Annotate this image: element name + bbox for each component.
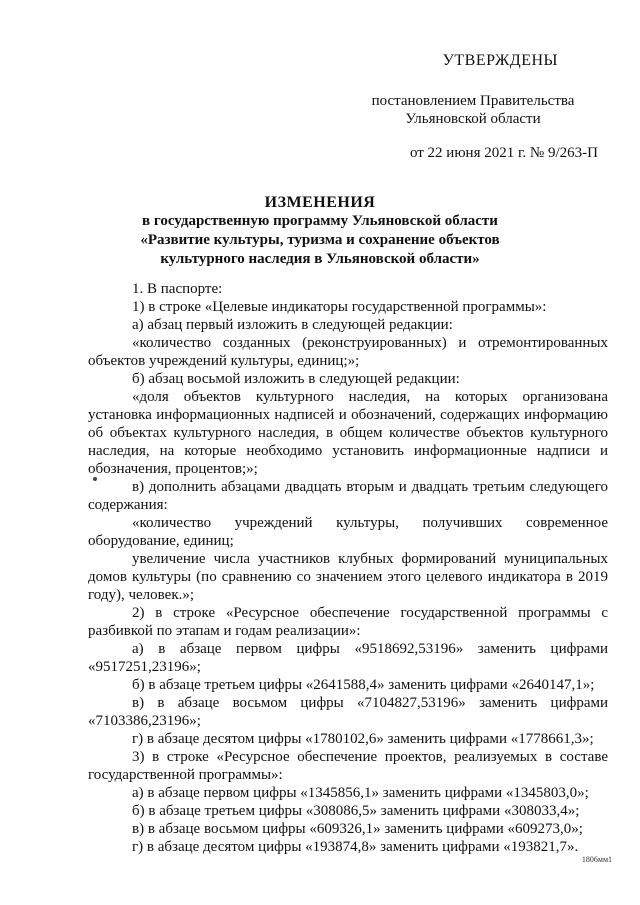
approved-by-line2: Ульяновской области — [405, 111, 541, 127]
document-body — [88, 280, 608, 856]
paragraph-item-2: 2) в строке «Ресурсное обеспечение государственной программы с разбивкой по этапам и годам реализации»: — [88, 605, 608, 639]
approved-by-line1: постановлением Правительства — [371, 93, 575, 109]
paragraph-item-2b: б) в абзаце третьем цифры «2641588,4» заменить цифрами «2640147,1»; — [132, 677, 595, 693]
paragraph-item-2a: а) в абзаце первом цифры «9518692,53196» заменить цифрами «9517251,23196»; — [88, 641, 608, 675]
paragraph-item-3v: в) в абзаце восьмом цифры «609326,1» заменить цифрами «609273,0»; — [132, 821, 583, 837]
document-title — [0, 193, 640, 269]
paragraph-item-1: 1) в строке «Целевые индикаторы государственной программы»: — [132, 299, 547, 315]
paragraph-item-3a: а) в абзаце первом цифры «1345856,1» заменить цифрами «1345803,0»; — [132, 785, 589, 801]
paragraph-section-1: 1. В паспорте: — [132, 281, 223, 297]
title-line-2: «Развитие культуры, туризма и сохранение объектов — [140, 232, 500, 248]
paragraph-item-1v: в) дополнить абзацами двадцать вторым и двадцать третьим следующего содержания: — [88, 479, 608, 513]
title-heading: ИЗМЕНЕНИЯ — [264, 194, 376, 211]
paragraph-item-2g: г) в абзаце десятом цифры «1780102,6» заменить цифрами «1778661,3»; — [132, 731, 594, 747]
paragraph-quote-1: «количество созданных (реконструированных) и отремонтированных объектов учреждений культуры, единиц;»; — [88, 335, 608, 369]
paragraph-item-3b: б) в абзаце третьем цифры «308086,5» заменить цифрами «308033,4»; — [132, 803, 580, 819]
scan-dot-mark — [93, 477, 97, 481]
approved-by — [358, 92, 588, 128]
approval-date: от 22 июня 2021 г. № 9/263-П — [409, 145, 598, 161]
approved-heading: УТВЕРЖДЕНЫ — [442, 52, 558, 69]
paragraph-quote-2: «доля объектов культурного наследия, на которых организована установка информационных надписей и обозначений, содержащих информацию об объектах культурного наследия, в общем количестве объектов культурного наследия, на которые необходимо установить информационные надписи и обозначения, процентов;»; — [88, 389, 608, 477]
paragraph-item-2v: в) в абзаце восьмом цифры «7104827,53196» заменить цифрами «7103386,23196»; — [88, 695, 608, 729]
paragraph-item-1a: а) абзац первый изложить в следующей редакции: — [132, 317, 453, 333]
paragraph-item-3: 3) в строке «Ресурсное обеспечение проектов, реализуемых в составе государственной программы»: — [88, 749, 608, 783]
paragraph-quote-4: увеличение числа участников клубных формирований муниципальных домов культуры (по сравнению со значением этого целевого индикатора в 2019 году), человек.»; — [88, 551, 608, 603]
paragraph-item-1b: б) абзац восьмой изложить в следующей редакции: — [132, 371, 460, 387]
paragraph-quote-3: «количество учреждений культуры, получивших современное оборудование, единиц; — [88, 515, 608, 549]
paragraph-item-3g: г) в абзаце десятом цифры «193874,8» заменить цифрами «193821,7». — [132, 839, 579, 855]
title-line-1: в государственную программу Ульяновской области — [142, 213, 498, 229]
title-line-3: культурного наследия в Ульяновской области» — [160, 251, 480, 267]
footer-code: 1806мм1 — [581, 855, 612, 864]
